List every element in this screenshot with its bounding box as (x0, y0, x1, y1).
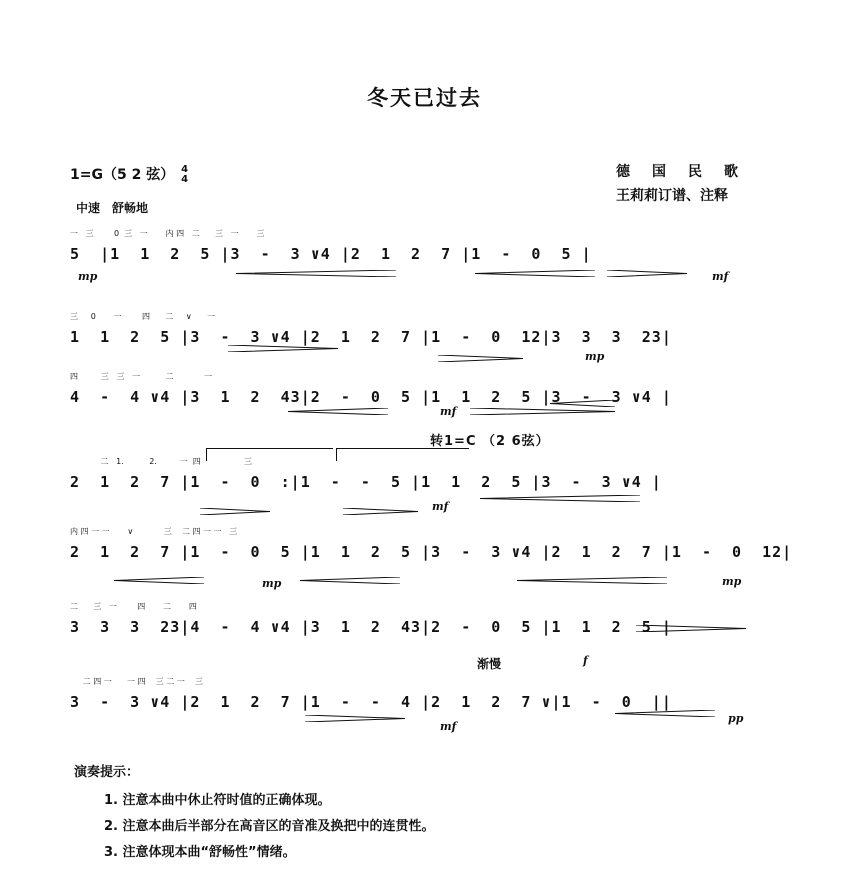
dynamic-marking: f (583, 654, 588, 667)
fingering-marks: 二 三 一 四 二 四 (70, 602, 197, 611)
tempo-marking: 中速 舒畅地 (76, 201, 149, 215)
note-line: 3 - 3 ∨4 |2 1 2 7 |1 - - 4 |2 1 2 7 ∨|1 - 0 || (70, 693, 672, 711)
dynamic-marking: mf (712, 270, 729, 283)
note-line: 2 1 2 7 |1 - 0 5 |1 1 2 5 |3 - 3 ∨4 |2 1 2 7 |1 - 0 12| (70, 543, 793, 561)
crescendo-hairpin (300, 577, 400, 584)
dynamic-marking: mp (722, 575, 742, 588)
key-signature (70, 164, 188, 185)
tip-item: 3. 注意体现本曲“舒畅性”情绪。 (104, 845, 296, 860)
tip-item: 1. 注意本曲中休止符时值的正确体现。 (104, 793, 331, 808)
crescendo-hairpin (480, 495, 640, 502)
crescendo-hairpin (615, 710, 715, 717)
crescendo-hairpin (517, 577, 667, 584)
diminuendo-hairpin (305, 715, 405, 722)
modulation-marking: 转1=C （2 6弦） (430, 434, 550, 449)
fingering-marks: 一 三 0 三 一 内 四 二 三 一 三 (70, 229, 265, 238)
dynamic-marking: mf (432, 500, 449, 513)
dynamic-marking: mp (78, 270, 98, 283)
diminuendo-hairpin (200, 508, 270, 515)
diminuendo-hairpin (470, 408, 615, 415)
dynamic-marking: mf (440, 720, 457, 733)
diminuendo-hairpin (343, 508, 418, 515)
time-bottom: 4 (181, 174, 189, 185)
score-row (62, 365, 762, 425)
tip-item: 2. 注意本曲后半部分在高音区的音准及换把中的连贯性。 (104, 819, 435, 834)
note-line: 2 1 2 7 |1 - 0 :|1 - - 5 |1 1 2 5 |3 - 3 ∨4 | (70, 473, 662, 491)
score-row (62, 305, 762, 365)
fingering-marks: 内 四 一 一 ∨ 三 二 四 一 一 三 (70, 527, 238, 536)
time-signature (181, 165, 188, 185)
diminuendo-hairpin (607, 270, 687, 277)
song-title: 冬天已过去 (367, 86, 482, 110)
note-line: 1 1 2 5 |3 - 3 ∨4 |2 1 2 7 |1 - 0 12|3 3 3 23| (70, 328, 672, 346)
fingering-marks: 二 1. 2. 一 四 三 (70, 457, 253, 466)
dynamic-marking: mf (440, 405, 457, 418)
editor: 王莉莉订谱、注释 (616, 188, 728, 204)
dynamic-marking: pp (728, 712, 744, 725)
composer-block (616, 160, 760, 208)
note-line: 5 |1 1 2 5 |3 - 3 ∨4 |2 1 2 7 |1 - 0 5 | (70, 245, 592, 263)
note-line: 4 - 4 ∨4 |3 1 2 43|2 - 0 5 |1 1 2 5 |3 - 3 ∨4 | (70, 388, 672, 406)
tips-list (74, 788, 435, 866)
crescendo-hairpin (475, 270, 595, 277)
note-line: 3 3 3 23|4 - 4 ∨4 |3 1 2 43|2 - 0 5 |1 1 2 5 | (70, 618, 672, 636)
diminuendo-hairpin (438, 355, 523, 362)
performance-tips (74, 760, 435, 866)
crescendo-hairpin (236, 270, 396, 277)
diminuendo-hairpin (636, 625, 746, 632)
fingering-marks: 四 三 三 一 二 一 (70, 372, 213, 381)
score-row (62, 520, 793, 580)
tips-heading: 演奏提示： (74, 765, 140, 780)
crescendo-hairpin (288, 408, 388, 415)
ritardando-marking: 渐慢 (477, 657, 502, 671)
crescendo-hairpin (550, 400, 615, 407)
time-top: 4 (181, 164, 189, 175)
score-row (62, 450, 762, 510)
diminuendo-hairpin (228, 345, 338, 352)
score-row (62, 670, 762, 730)
fingering-marks: 三 0 一 四 二 ∨ 一 (70, 312, 216, 321)
crescendo-hairpin (114, 577, 204, 584)
fingering-marks: 二 四 一 一 四 三 二 一 三 (70, 677, 204, 686)
origin: 德国民歌 (616, 164, 760, 180)
dynamic-marking: mp (585, 350, 605, 363)
key-text: 1=G（5 2 弦） (70, 167, 175, 183)
dynamic-marking: mp (262, 577, 282, 590)
